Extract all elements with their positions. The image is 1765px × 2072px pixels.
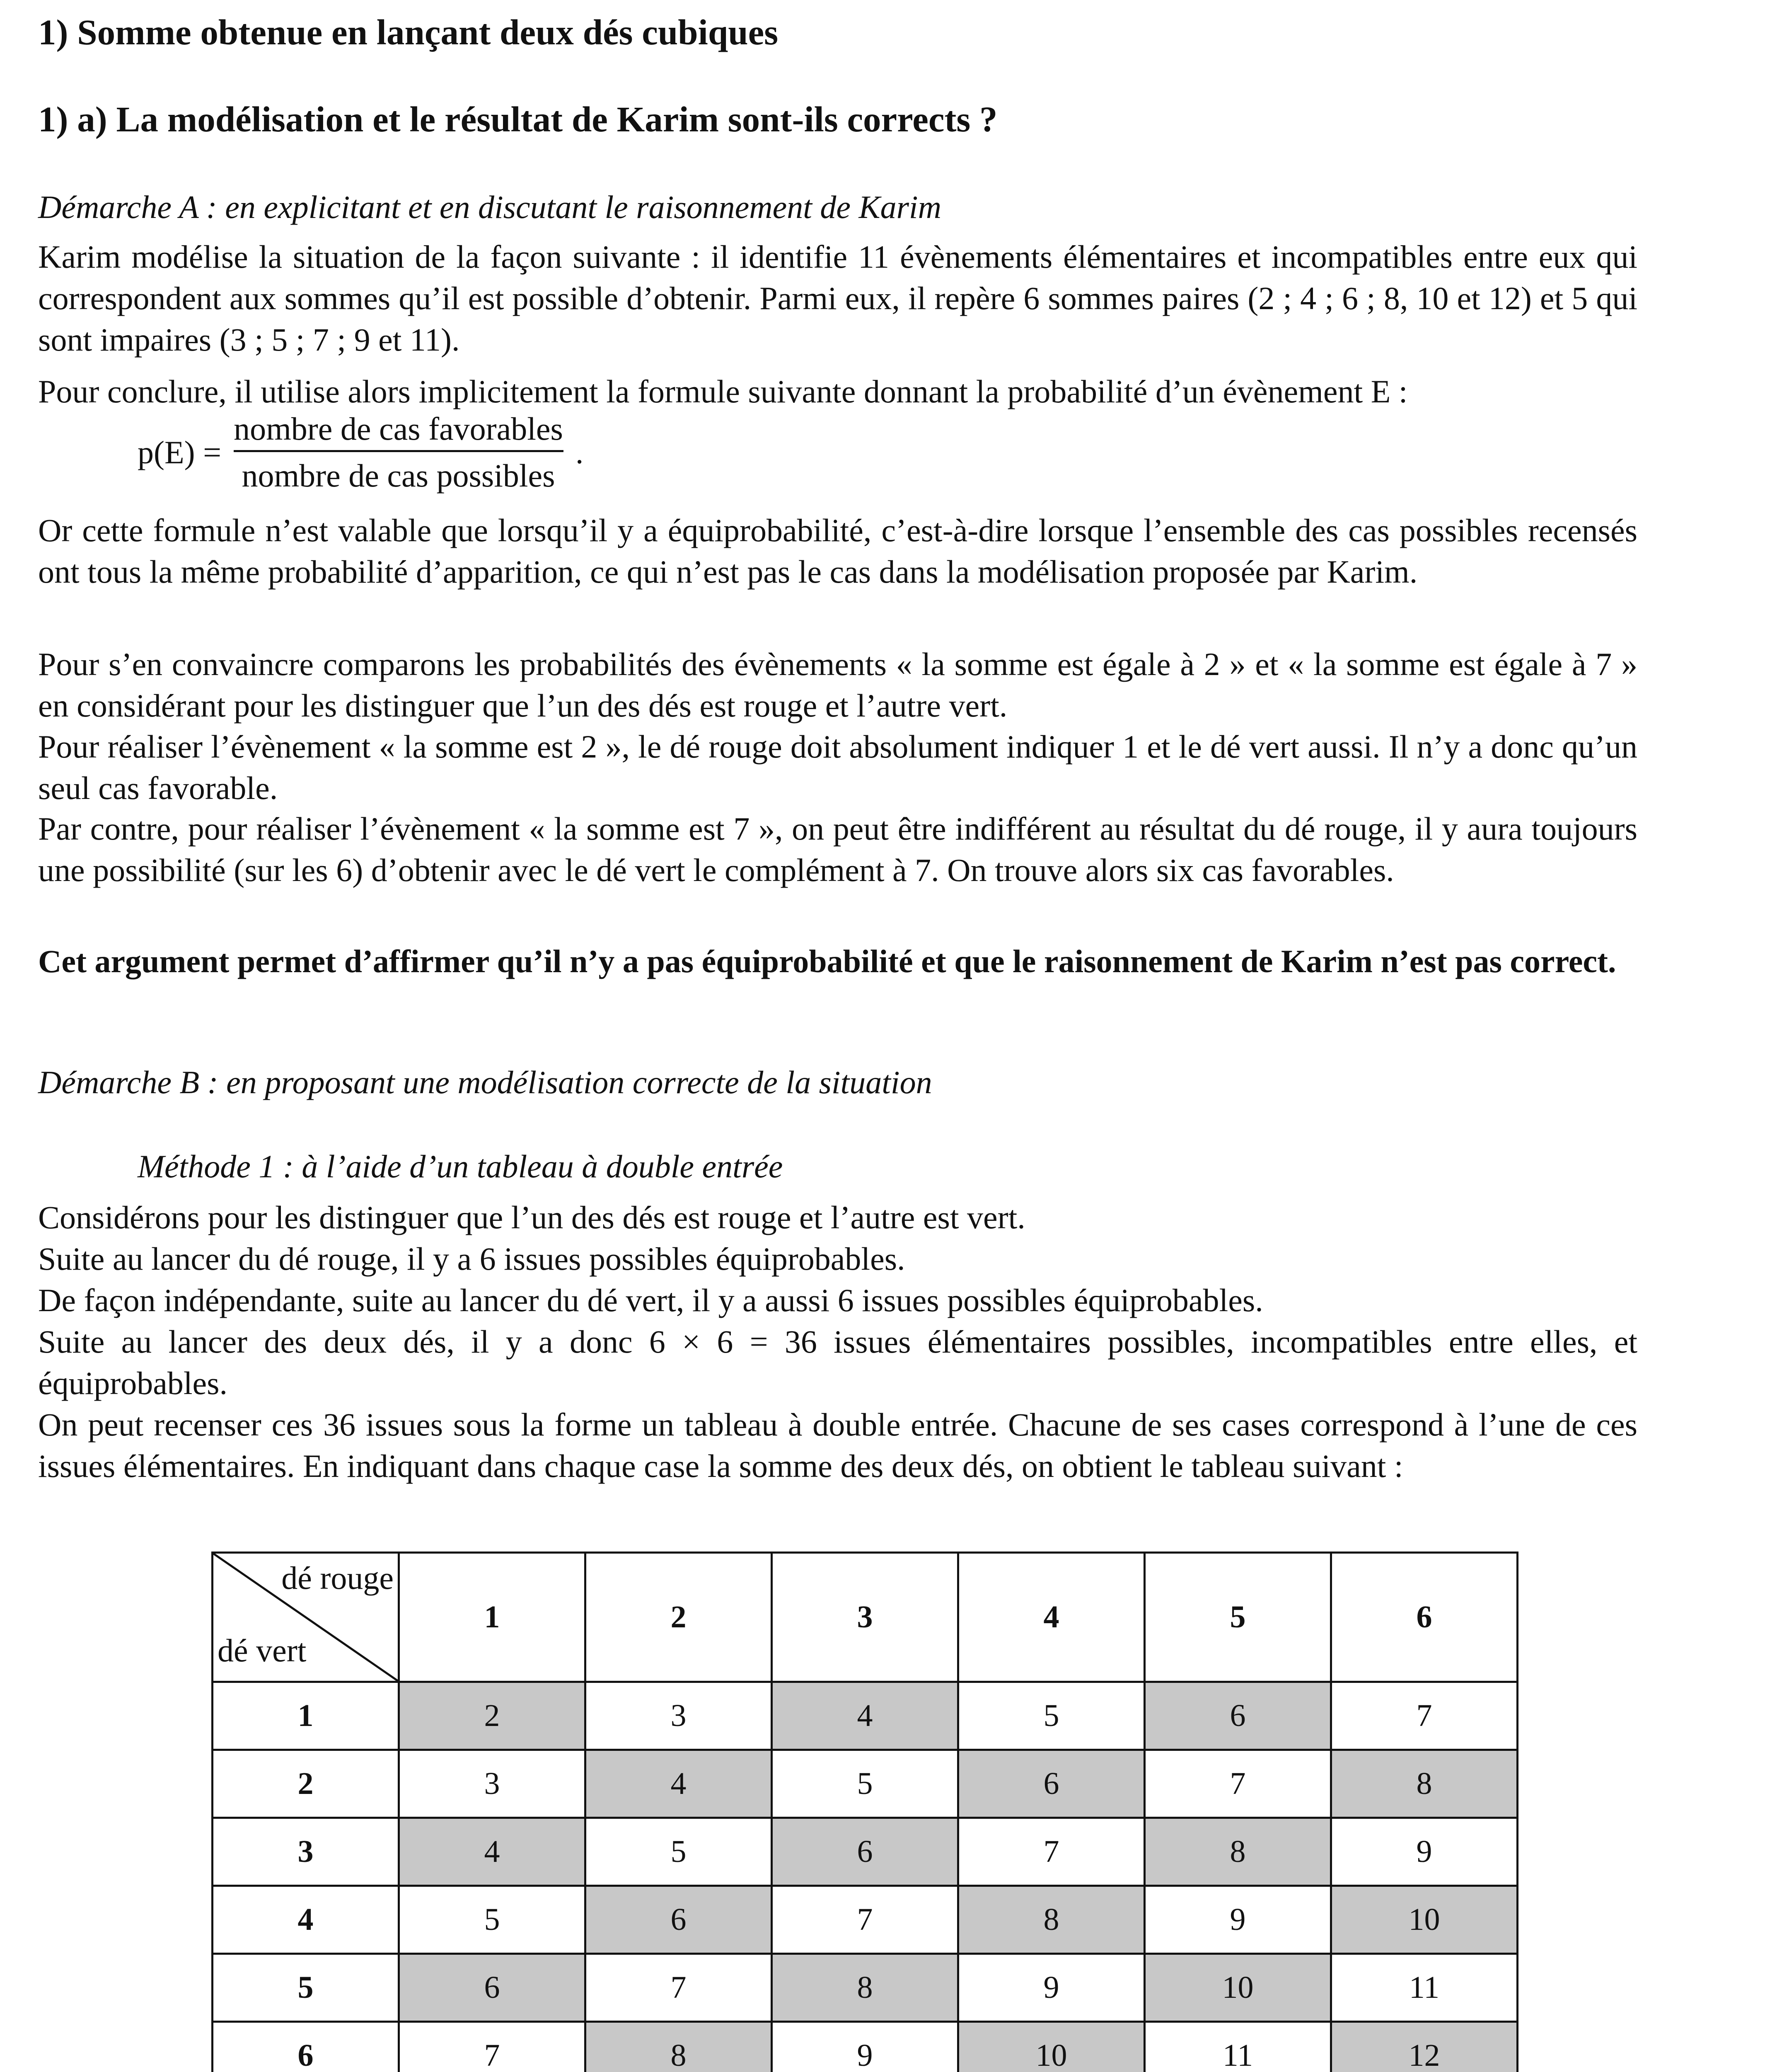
- formula-lhs: p(E) =: [138, 434, 222, 470]
- sum-cell: 4: [399, 1818, 585, 1886]
- row-header: 5: [213, 1954, 399, 2022]
- sum-cell: 9: [772, 2022, 958, 2072]
- sum-cell: 7: [399, 2022, 585, 2072]
- demarche-b-line1: Considérons pour les distinguer que l’un des dés est rouge et l’autre est vert.: [38, 1199, 1025, 1235]
- sum-cell: 6: [585, 1886, 772, 1954]
- sum-cell: 8: [585, 2022, 772, 2072]
- demarche-a-para4c: Par contre, pour réaliser l’évènement « la somme est 7 », on peut être indifférent au résultat du dé rouge, il y aura toujours une possibilité (sur les 6) d’obtenir avec le dé vert le complément à 7. On trouve alors six cas favorables.: [38, 811, 1637, 888]
- sum-cell: 6: [1145, 1682, 1331, 1750]
- sum-cell: 5: [772, 1750, 958, 1818]
- demarche-a-conclusion: Cet argument permet d’affirmer qu’il n’y a pas équiprobabilité et que le raisonnement de Karim n’est pas correct.: [38, 943, 1616, 979]
- sum-cell: 11: [1145, 2022, 1331, 2072]
- demarche-a-para2: Pour conclure, il utilise alors implicitement la formule suivante donnant la probabilité d’un évènement E :: [38, 373, 1408, 409]
- row-header: 3: [213, 1818, 399, 1886]
- sum-cell: 8: [1145, 1818, 1331, 1886]
- demarche-b-line2: Suite au lancer du dé rouge, il y a 6 issues possibles équiprobables.: [38, 1241, 905, 1277]
- column-header: 5: [1145, 1553, 1331, 1682]
- demarche-b-line3: De façon indépendante, suite au lancer du dé vert, il y a aussi 6 issues possibles équiprobables.: [38, 1282, 1263, 1318]
- column-header: 2: [585, 1553, 772, 1682]
- demarche-b-line4: Suite au lancer des deux dés, il y a donc 6 × 6 = 36 issues élémentaires possibles, incompatibles entre elles, et équiprobables.: [38, 1324, 1637, 1401]
- sum-cell: 6: [399, 1954, 585, 2022]
- demarche-a-para4a: Pour s’en convaincre comparons les probabilités des évènements « la somme est égale à 2 » et « la somme est égale à 7 » en considérant pour les distinguer que l’un des dés est rouge et l’autre vert.: [38, 646, 1637, 724]
- sub-heading: 1) a) La modélisation et le résultat de Karim sont-ils corrects ?: [38, 99, 998, 139]
- sum-cell: 6: [958, 1750, 1145, 1818]
- sum-cell: 5: [399, 1886, 585, 1954]
- table-row: [213, 1750, 1518, 1818]
- sum-cell: 5: [585, 1818, 772, 1886]
- sum-cell: 7: [958, 1818, 1145, 1886]
- sum-cell: 7: [1145, 1750, 1331, 1818]
- formula-denominator: nombre de cas possibles: [234, 450, 563, 494]
- sum-cell: 8: [772, 1954, 958, 2022]
- demarche-a-para4b: Pour réaliser l’évènement « la somme est 2 », le dé rouge doit absolument indiquer 1 et le dé vert aussi. Il n’y a donc qu’un seul cas favorable.: [38, 729, 1637, 806]
- demarche-a-para1: Karim modélise la situation de la façon suivante : il identifie 11 évènements élémentaires et incompatibles entre eux qui correspondent aux sommes qu’il est possible d’obtenir. Parmi eux, il repère 6 sommes paires (2 ; 4 ; 6 ; 8, 10 et 12) et 5 qui sont impaires (3 ; 5 ; 7 ; 9 et 11).: [38, 239, 1637, 358]
- sum-cell: 10: [1331, 1886, 1518, 1954]
- column-header: 1: [399, 1553, 585, 1682]
- row-header: 6: [213, 2022, 399, 2072]
- row-header: 1: [213, 1682, 399, 1750]
- table-corner-cell: [213, 1553, 399, 1682]
- sum-cell: 7: [1331, 1682, 1518, 1750]
- method-title: Méthode 1 : à l’aide d’un tableau à double entrée: [138, 1148, 783, 1184]
- probability-formula: [138, 410, 583, 494]
- corner-label-green-die: dé vert: [218, 1632, 307, 1668]
- table-header-row: [213, 1553, 1518, 1682]
- table-row: [213, 2022, 1518, 2072]
- demarche-b-title: Démarche B : en proposant une modélisation correcte de la situation: [38, 1064, 932, 1100]
- column-header: 3: [772, 1553, 958, 1682]
- formula-numerator: nombre de cas favorables: [234, 411, 563, 447]
- table-row: [213, 1682, 1518, 1750]
- sum-cell: 7: [585, 1954, 772, 2022]
- sum-cell: 10: [1145, 1954, 1331, 2022]
- sum-cell: 3: [585, 1682, 772, 1750]
- row-header: 2: [213, 1750, 399, 1818]
- sum-cell: 10: [958, 2022, 1145, 2072]
- column-header: 6: [1331, 1553, 1518, 1682]
- sum-cell: 7: [772, 1886, 958, 1954]
- sum-cell: 4: [585, 1750, 772, 1818]
- sum-cell: 9: [958, 1954, 1145, 2022]
- sum-cell: 3: [399, 1750, 585, 1818]
- sum-cell: 4: [772, 1682, 958, 1750]
- demarche-a-title: Démarche A : en explicitant et en discutant le raisonnement de Karim: [38, 189, 941, 225]
- sum-cell: 2: [399, 1682, 585, 1750]
- table-row: [213, 1954, 1518, 2022]
- sum-cell: 5: [958, 1682, 1145, 1750]
- table-row: [213, 1818, 1518, 1886]
- sum-cell: 8: [958, 1886, 1145, 1954]
- sum-cell: 6: [772, 1818, 958, 1886]
- demarche-b-line5: On peut recenser ces 36 issues sous la forme un tableau à double entrée. Chacune de ses cases correspond à l’une de ces issues élémentaires. En indiquant dans chaque case la somme des deux dés, on obtient le tableau suivant :: [38, 1406, 1637, 1484]
- demarche-a-para3: Or cette formule n’est valable que lorsqu’il y a équiprobabilité, c’est-à-dire lorsque l’ensemble des cas possibles recensés ont tous la même probabilité d’apparition, ce qui n’est pas le cas dans la modélisation proposée par Karim.: [38, 512, 1637, 590]
- sum-cell: 8: [1331, 1750, 1518, 1818]
- corner-label-red-die: dé rouge: [281, 1560, 394, 1596]
- sum-cell: 9: [1145, 1886, 1331, 1954]
- formula-fraction: [225, 410, 571, 494]
- sum-cell: 12: [1331, 2022, 1518, 2072]
- sum-cell: 9: [1331, 1818, 1518, 1886]
- column-header: 4: [958, 1553, 1145, 1682]
- formula-end: .: [575, 434, 584, 470]
- sums-table: [211, 1552, 1518, 2072]
- main-heading: 1) Somme obtenue en lançant deux dés cubiques: [38, 12, 779, 52]
- table-row: [213, 1886, 1518, 1954]
- row-header: 4: [213, 1886, 399, 1954]
- sum-cell: 11: [1331, 1954, 1518, 2022]
